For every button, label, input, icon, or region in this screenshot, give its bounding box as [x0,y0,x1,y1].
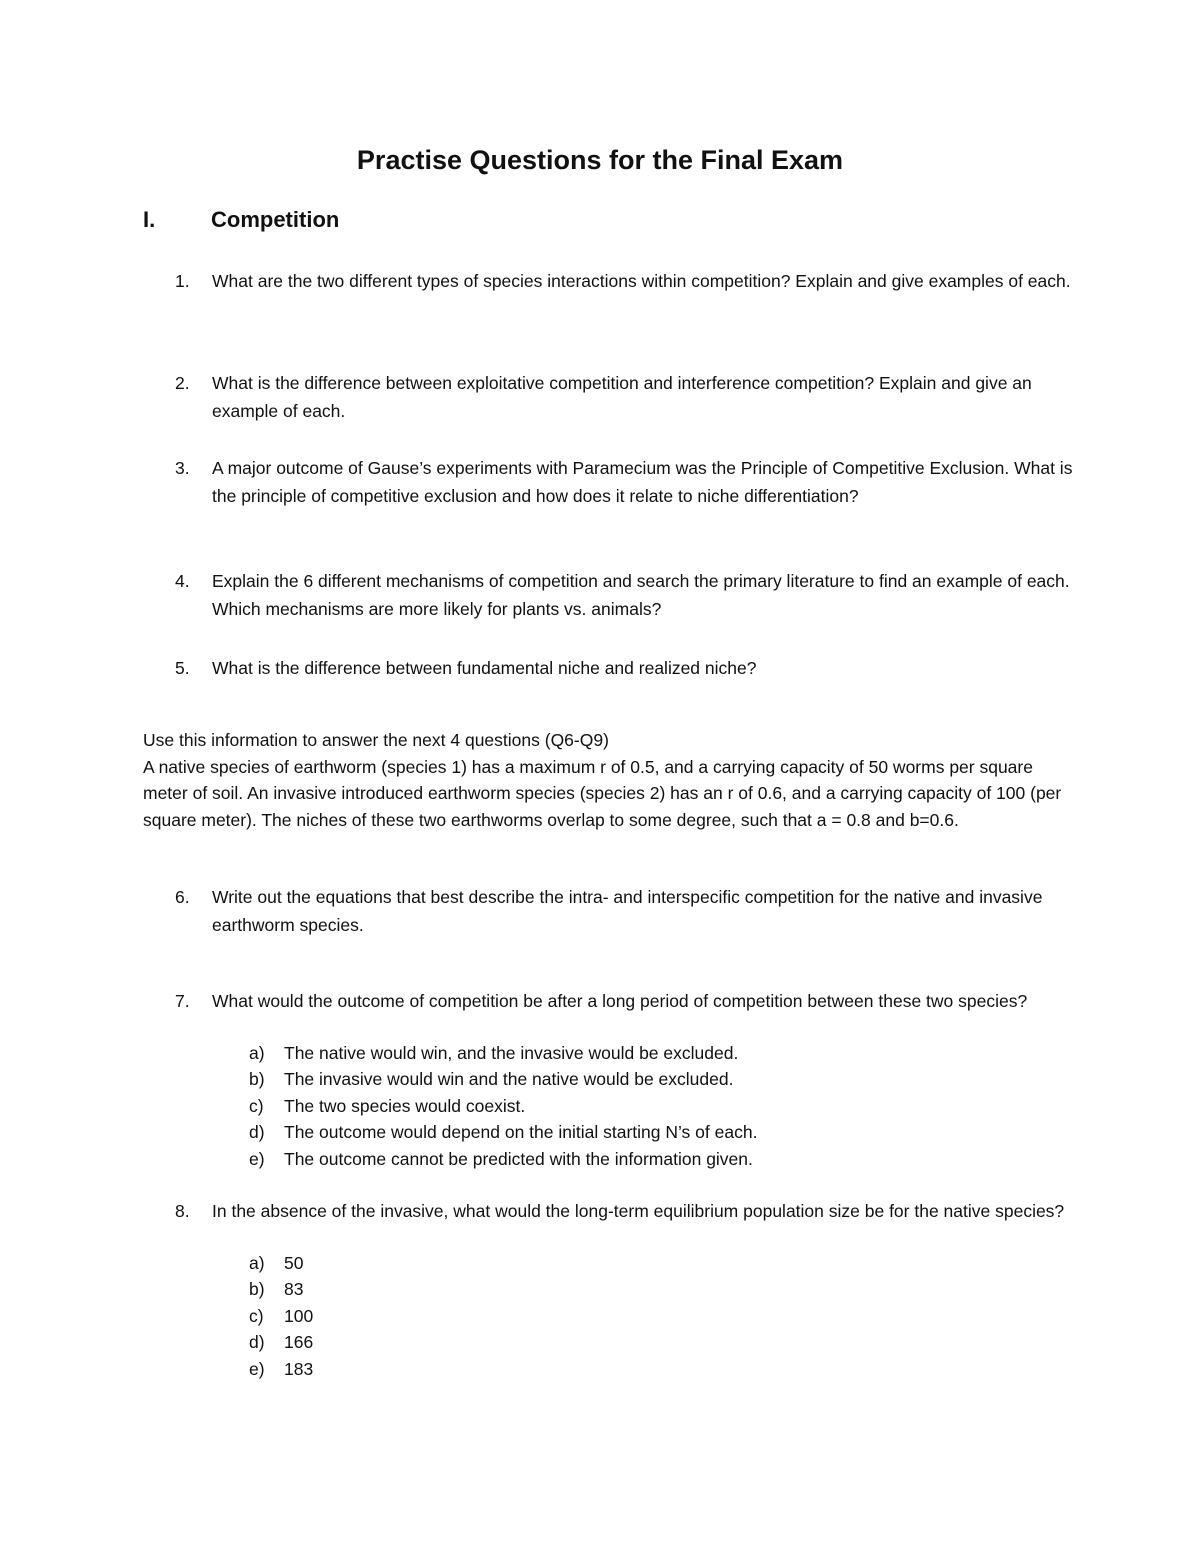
option-text: The invasive would win and the native would be excluded. [284,1069,734,1090]
question-text: Write out the equations that best describe the intra- and interspecific competition for the native and invasive earthworm species. [212,887,1043,935]
option-label: d) [249,1332,265,1353]
option-label: a) [249,1253,265,1273]
option-label: b) [249,1279,265,1300]
option-item [249,1356,314,1382]
option-text: The outcome cannot be predicted with the information given. [284,1148,753,1169]
option-item [249,1276,313,1302]
question-8 [175,1198,1075,1226]
question-text: In the absence of the invasive, what would the long-term equilibrium population size be for the native species? [212,1201,1065,1221]
section-numeral: I. [143,207,156,232]
option-text: 50 [284,1253,304,1273]
option-text: The two species would coexist. [284,1095,526,1116]
question-3 [175,455,1075,510]
question-7-options [178,1040,757,1172]
option-text: 183 [284,1358,314,1379]
option-label: d) [249,1122,265,1143]
option-item [249,1250,313,1276]
question-8-options [178,1250,313,1382]
option-label: c) [249,1305,264,1326]
question-text: What is the difference between exploitative competition and interference competition? Explain and give an example of each. [212,373,1032,421]
option-text: 83 [284,1279,304,1300]
section-title: Competition [211,207,340,232]
question-text: What would the outcome of competition be after a long period of competition between these two species? [212,991,1028,1011]
question-number: 8. [175,1201,190,1221]
question-2 [175,370,1075,425]
page-title: Practise Questions for the Final Exam [356,145,844,175]
question-number: 3. [175,458,190,478]
question-7 [175,988,1075,1016]
question-number: 4. [175,571,190,591]
question-text: What are the two different types of species interactions within competition? Explain and give examples of each. [212,271,1071,291]
section-heading [143,202,339,238]
question-number: 2. [175,373,190,393]
question-text: Explain the 6 different mechanisms of competition and search the primary literature to find an example of each. Which mechanisms are more likely for plants vs. animals? [212,571,1070,619]
question-number: 6. [175,887,190,907]
question-number: 5. [175,658,190,678]
question-number: 7. [175,991,190,1011]
option-item [249,1303,314,1329]
option-item [249,1066,757,1092]
question-text: A major outcome of Gause’s experiments with Paramecium was the Principle of Competitive Exclusion. What is the principle of competitive exclusion and how does it relate to niche differentiation? [212,458,1073,506]
info-intro: Use this information to answer the next 4 questions (Q6-Q9) [143,730,609,750]
option-text: The native would win, and the invasive would be excluded. [284,1043,739,1063]
question-1 [175,268,1075,296]
info-body: A native species of earthworm (species 1) has a maximum r of 0.5, and a carrying capacity of 50 worms per square meter of soil. An invasive introduced earthworm species (species 2) has an r of 0.6, and a carrying capacity of 100 (per square meter). The niches of these two earthworms overlap to some degree, such that a = 0.8 and b=0.6. [143,756,1062,830]
question-6 [175,884,1075,939]
question-number: 1. [175,271,190,291]
option-label: e) [249,1358,265,1379]
option-text: 100 [284,1305,314,1326]
option-text: The outcome would depend on the initial starting N’s of each. [284,1122,758,1143]
option-label: c) [249,1095,264,1116]
option-label: e) [249,1148,265,1169]
option-item [249,1119,758,1145]
info-paragraph [143,727,1073,833]
option-item [249,1040,757,1066]
option-item [249,1329,314,1355]
option-item [249,1146,757,1172]
option-item [249,1093,757,1119]
option-label: a) [249,1043,265,1063]
option-text: 166 [284,1332,314,1353]
question-4 [175,568,1075,623]
question-text: What is the difference between fundamental niche and realized niche? [212,658,757,678]
question-5 [175,655,1075,683]
option-label: b) [249,1069,265,1090]
